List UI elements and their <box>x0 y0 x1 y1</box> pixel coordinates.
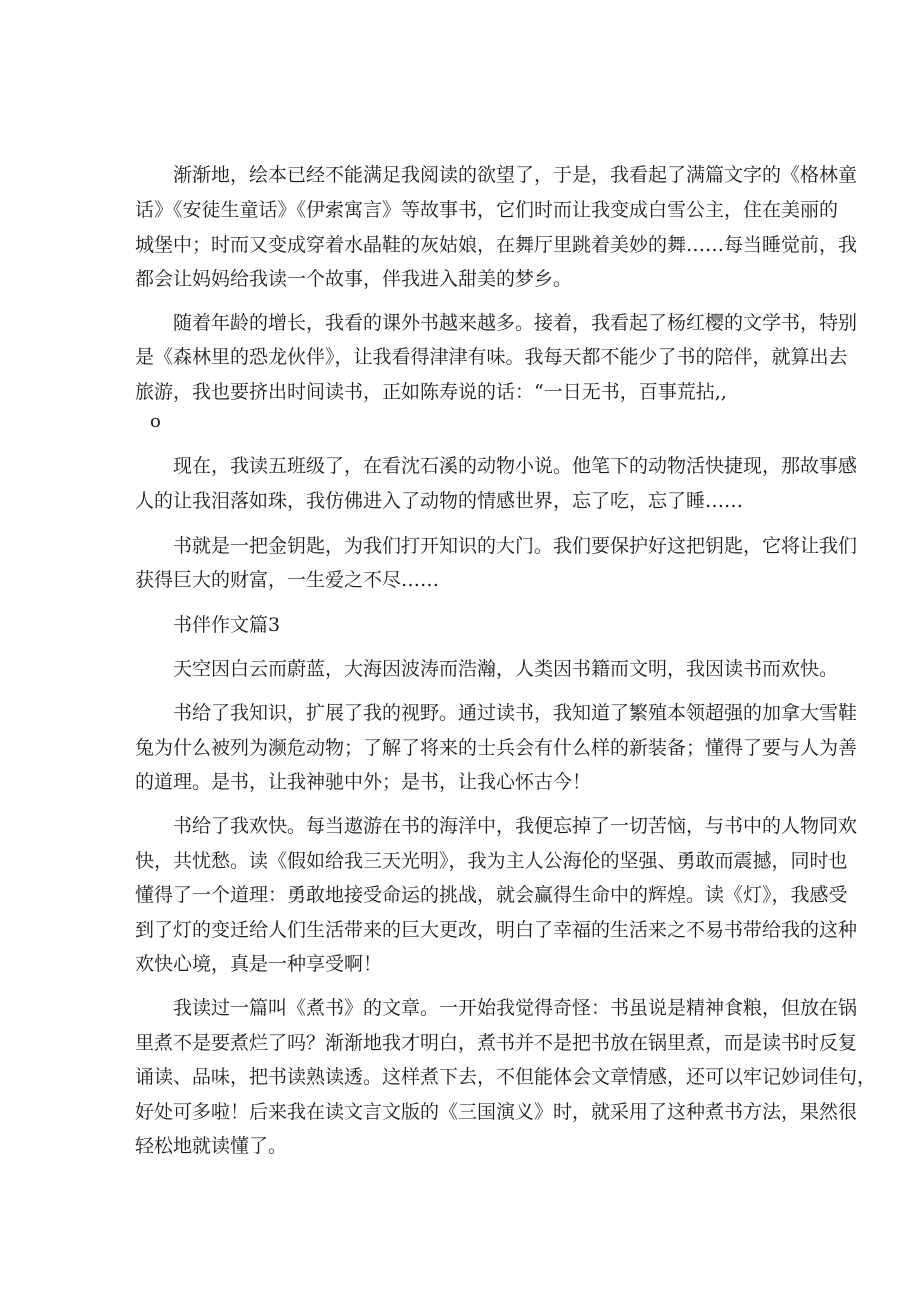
text-line: 话》《安徒生童话》《伊索寓言》等故事书，它们时而让我变成白雪公主，住在美丽的 <box>135 199 839 221</box>
text-line: 书就是一把金钥匙，为我们打开知识的大门。我们要保护好这把钥匙，它将让我们 <box>135 535 858 557</box>
stray-mark: o <box>150 411 161 432</box>
text-line: 都会让妈妈给我读一个故事，伴我进入甜美的梦乡。 <box>135 268 573 290</box>
text-line: 书给了我知识，扩展了我的视野。通过读书，我知道了繁殖本领超强的加拿大雪鞋 <box>135 702 858 724</box>
text-line: 天空因白云而蔚蓝，大海因波涛而浩瀚，人类因书籍而文明，我因读书而欢快。 <box>135 658 839 680</box>
text-line: 渐渐地，绘本已经不能满足我阅读的欲望了，于是，我看起了满篇文字的《格林童 <box>135 164 858 186</box>
text-line: 获得巨大的财富，一生爱之不尽…… <box>135 569 440 591</box>
text-line: 人的让我泪落如珠，我仿佛进入了动物的情感世界，忘了吃，忘了睡…… <box>135 490 744 512</box>
text-line: 城堡中；时而又变成穿着水晶鞋的灰姑娘，在舞厅里跳着美妙的舞……每当睡觉前，我 <box>135 234 858 256</box>
text-line: 轻松地就读懂了。 <box>135 1135 288 1157</box>
text-line: 懂得了一个道理：勇敢地接受命运的挑战，就会赢得生命中的辉煌。读《灯》，我感受 <box>135 884 848 906</box>
text-line: 快，共忧愁。读《假如给我三天光明》，我为主人公海伦的坚强、勇敢而震撼，同时也 <box>135 850 848 872</box>
text-line: 好处可多啦！后来我在读文言文版的《三国演义》时，就采用了这种煮书方法，果然很 <box>135 1101 858 1123</box>
text-line: 的道理。是书，让我神驰中外；是书，让我心怀古今！ <box>135 771 592 793</box>
text-line: 书给了我欢快。每当遨游在书的海洋中，我便忘掉了一切苦恼，与书中的人物同欢 <box>135 815 858 837</box>
section-heading: 书伴作文篇3 <box>135 614 281 636</box>
text-line: 诵读、品味，把书读熟读透。这样煮下去，不但能体会文章情感，还可以牢记妙词佳句， <box>135 1066 877 1088</box>
text-line: 兔为什么被列为濒危动物；了解了将来的士兵会有什么样的新装备；懂得了要与人为善 <box>135 737 858 759</box>
text-line: 旅游，我也要挤出时间读书，正如陈寿说的话：“一日无书，百事荒拈,, <box>135 381 727 403</box>
text-line: 欢快心境，真是一种享受啊！ <box>135 953 383 975</box>
text-line: 我读过一篇叫《煮书》的文章。一开始我觉得奇怪：书虽说是精神食粮，但放在锅 <box>135 997 858 1019</box>
text-line: 到了灯的变迁给人们生活带来的巨大更改，明白了幸福的生活来之不易书带给我的这种 <box>135 919 858 941</box>
text-line: 随着年龄的增长，我看的课外书越来越多。接着，我看起了杨红樱的文学书，特别 <box>135 312 858 334</box>
text-line: 是《森林里的恐龙伙伴》，让我看得津津有味。我每天都不能少了书的陪伴，就算出去 <box>135 346 848 368</box>
text-line: 里煮不是要煮烂了吗？渐渐地我才明白，煮书并不是把书放在锅里煮，而是读书时反复 <box>135 1032 858 1054</box>
text-line: 现在，我读五班级了，在看沈石溪的动物小说。他笔下的动物活快捷现，那故事感 <box>135 455 858 477</box>
